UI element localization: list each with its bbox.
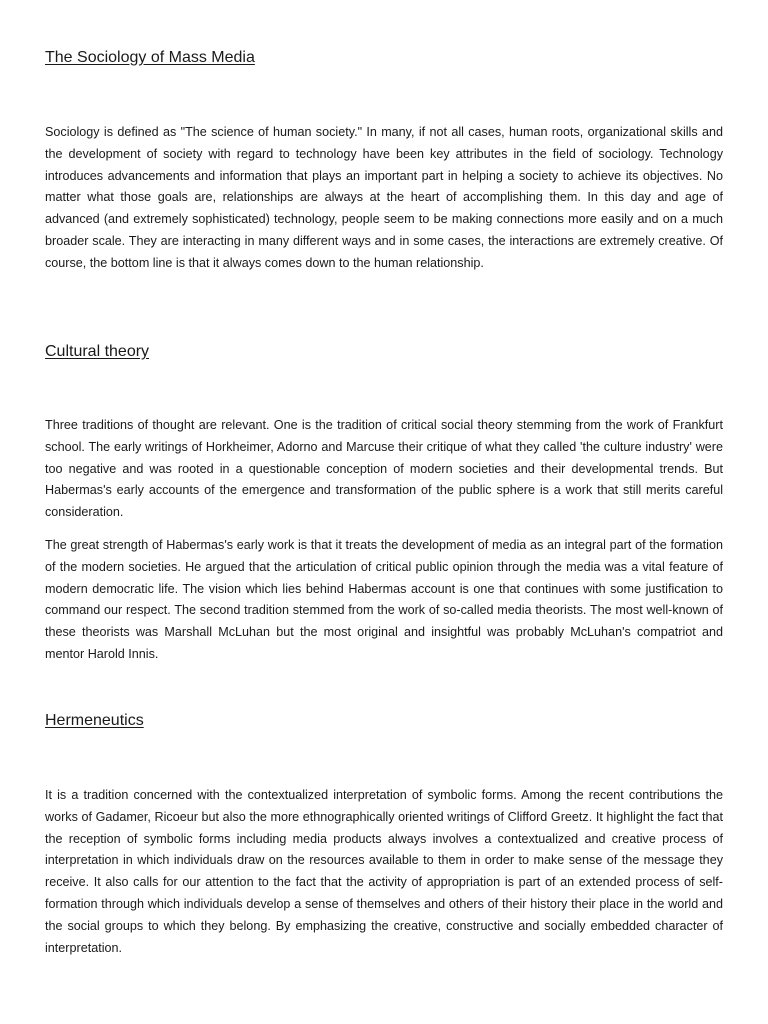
paragraph-hermeneutics-tradition: It is a tradition concerned with the contextualized interpretation of symbolic forms. Among the recent contributions the works of Gadamer, Ricoeur but also the more ethnographically oriented writings of Clifford Greetz. It highlight the fact that the reception of symbolic forms including media products always involves a contextualized and creative process of interpretation in which individuals draw on the resources available to them in order to make sense of the message they receive. It also calls for our attention to the fact that the activity of appropriation is part of an extended process of self-formation through which individuals develop a sense of themselves and others of their history their place in the world and the social groups to which they belong. By emphasizing the creative, constructive and socially embedded character of interpretation. [45, 788, 723, 955]
paragraph-habermas-strength: The great strength of Habermas's early work is that it treats the development of media as an integral part of the formation of the modern societies. He argued that the articulation of critical public opinion through the media was a vital feature of modern democratic life. The vision which lies behind Habermas account is one that continues with some justification to command our respect. The second tradition stemmed from the work of so-called media theorists. The most well-known of these theorists was Marshall McLuhan but the most original and insightful was probably McLuhan's compatriot and mentor Harold Innis. [45, 538, 723, 661]
paragraph-sociology-definition: Sociology is defined as "The science of human society." In many, if not all cases, human roots, organizational skills and the development of society with regard to technology have been key attributes in the field of sociology. Technology introduces advancements and information that plays an important part in helping a society to achieve its objectives. No matter what those goals are, relationships are always at the heart of accomplishing them. In this day and age of advanced (and extremely sophisticated) technology, people seem to be making connections more easily and on a much broader scale. They are interacting in many different ways and in some cases, the interactions are extremely creative. Of course, the bottom line is that it always comes down to the human relationship. [45, 125, 723, 270]
paragraph-three-traditions: Three traditions of thought are relevant. One is the tradition of critical social theory stemming from the work of Frankfurt school. The early writings of Horkheimer, Adorno and Marcuse their critique of what they called 'the culture industry' were too negative and was rooted in a questionable conception of modern societies and their developmental trends. But Habermas's early accounts of the emergence and transformation of the public sphere is a work that still merits careful consideration. [45, 418, 723, 520]
section-heading-sociology-of-mass-media: The Sociology of Mass Media [45, 49, 255, 66]
section-heading-cultural-theory: Cultural theory [45, 343, 150, 360]
section-heading-hermeneutics: Hermeneutics [45, 712, 144, 729]
